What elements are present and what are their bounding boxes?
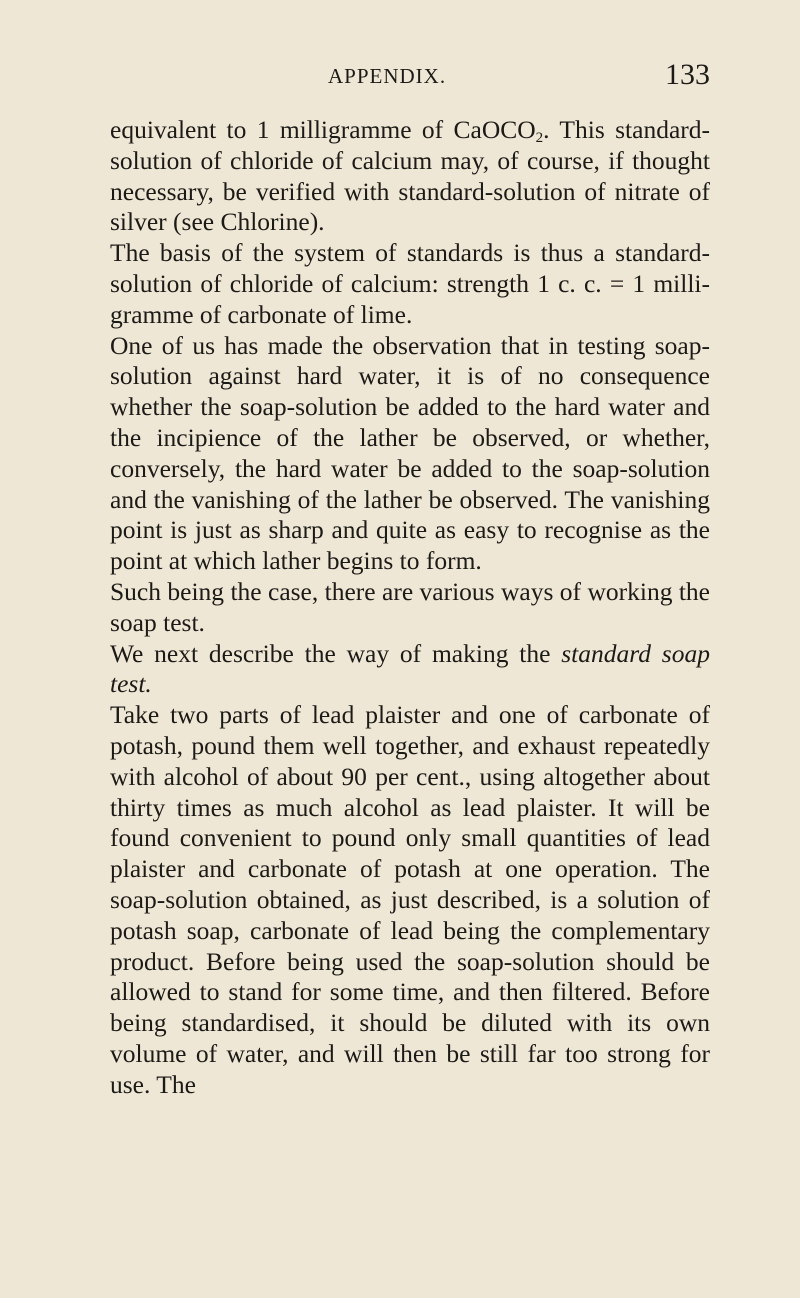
italic-phrase: standard soap test. xyxy=(110,638,710,699)
paragraph-5 xyxy=(110,639,710,701)
paragraph-3: One of us has made the observation that in testing soap-solution against hard water, it is of no consequence whether the soap-solution be added to the hard water and the incipience of the lather be observed, or whether, conversely, the hard water be added to the soap-solution and the vanishing of the lather be observed. The vanishing point is just as sharp and quite as easy to recognise as the point at which lather begins to form. xyxy=(110,330,710,576)
paragraph-1-text: equivalent to 1 milligramme of CaOCO xyxy=(110,115,536,144)
paragraph-1-continuation: . This standard-solution of chloride of calcium may, of course, if thought necessary, be verified with standard-solution of nitrate of silver (see Chlorine). xyxy=(110,115,710,237)
running-head xyxy=(110,58,710,98)
paragraph-5-text: We next describe the way of making the xyxy=(110,638,562,668)
page-number: 133 xyxy=(665,58,710,91)
paragraph-6: Take two parts of lead plaister and one of carbonate of potash, pound them well together, and exhaust repeatedly with alcohol of about 90 per cent., using altogether about thirty times as much alcohol as lead plaister. It will be found convenient to pound only small quantities of lead plaister and carbonate of potash at one operation. The soap-solution obtained, as just described, is a solution of potash soap, carbonate of lead being the complementary product. Before being used the soap-solution should be allowed to stand for some time, and then filtered. Before being standardised, it should be diluted with its own volume of water, and will then be still far too strong for use. The xyxy=(110,700,710,1099)
paragraph-4: Such being the case, there are various ways of working the soap test. xyxy=(110,576,710,637)
running-head-title: APPENDIX. xyxy=(328,64,447,88)
paragraph-2: The basis of the system of standards is thus a standard-solution of chloride of calcium: strength 1 c. c. = 1 milli-gramme of carbonate of lime. xyxy=(110,238,710,329)
paragraph-1 xyxy=(110,115,710,238)
subscript: 2 xyxy=(535,130,544,146)
body-text xyxy=(110,115,710,1101)
